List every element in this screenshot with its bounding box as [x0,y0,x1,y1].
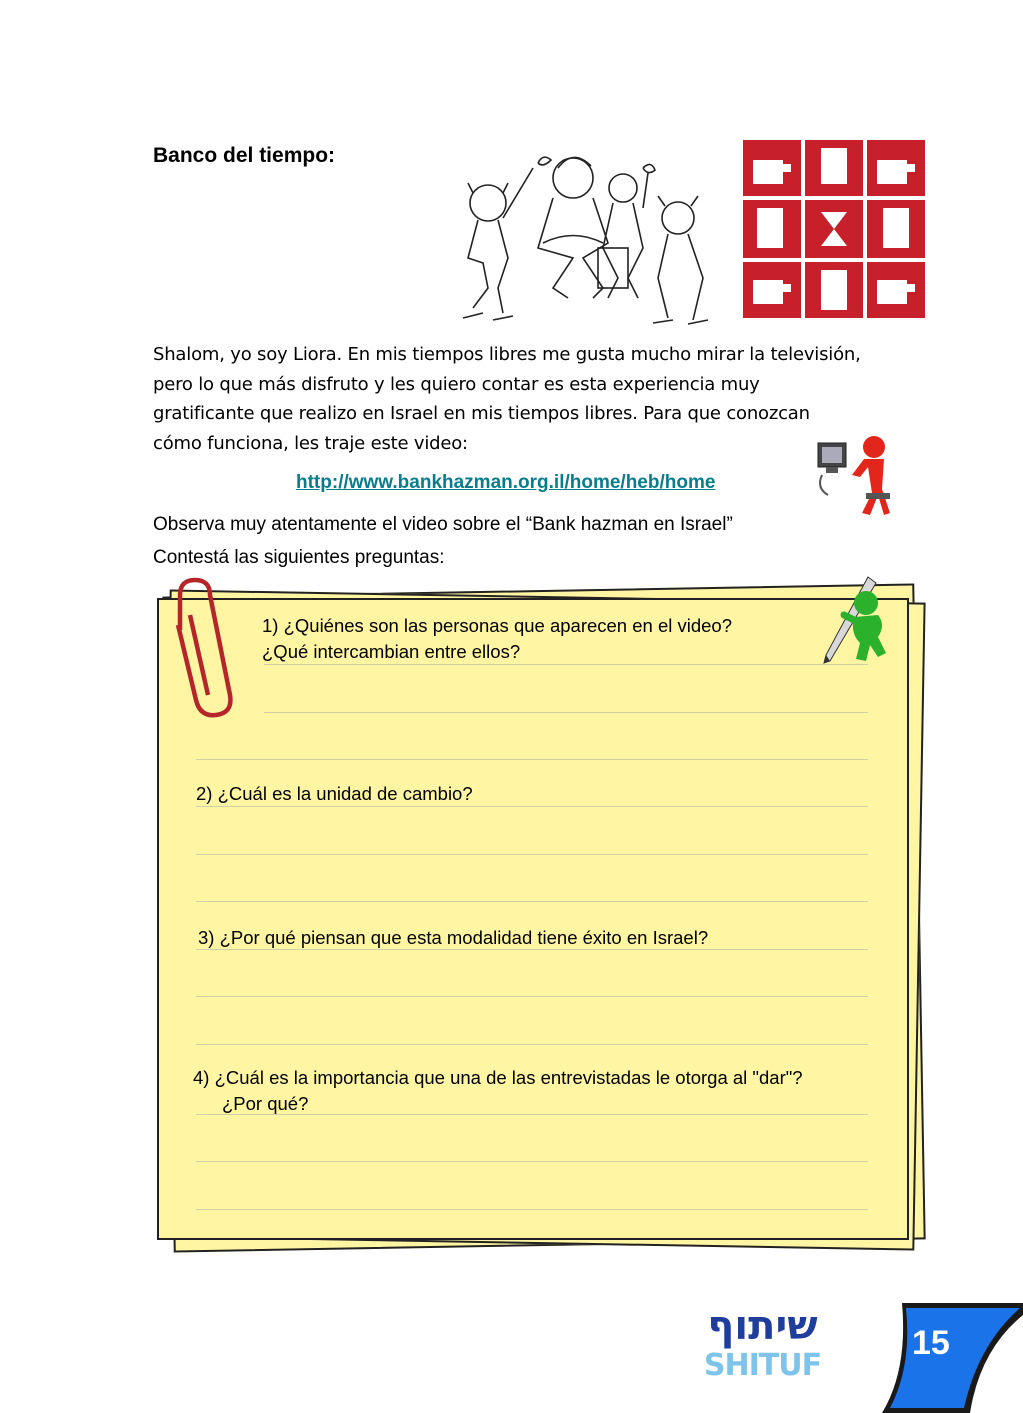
question-3 [198,925,708,951]
intro-line: gratificante que realizo en Israel en mis tiempos libres. Para que conozcan [153,403,810,424]
page-title: Banco del tiempo: [153,144,336,167]
question-text: ¿Por qué? [222,1093,309,1114]
observe-instruction: Observa muy atentamente el video sobre el “Bank hazman en Israel” [153,514,733,535]
intro-line: cómo funciona, les traje este video: [153,432,468,454]
question-text: ¿Cuál es la unidad de cambio? [217,783,473,804]
question-4 [193,1065,803,1117]
shituf-logo [700,1304,825,1394]
computer-user-icon [812,433,892,523]
question-number: 1) [262,615,279,636]
intro-line: Shalom, yo soy Liora. En mis tiempos libres me gusta mucho mirar la televisión, [153,344,861,365]
question-2 [196,781,473,807]
answer-line[interactable] [196,854,868,855]
answer-line[interactable] [264,712,868,713]
answer-line[interactable] [196,1044,868,1045]
question-number: 3) [198,927,215,948]
answer-line[interactable] [196,1161,868,1162]
question-1 [262,613,732,665]
question-text: ¿Quiénes son las personas que aparecen en el video? [283,615,733,636]
answer-line[interactable] [196,901,868,902]
intro-line: pero lo que más disfruto y les quiero contar es esta experiencia muy [153,373,760,395]
question-text: ¿Por qué piensan que esta modalidad tiene éxito en Israel? [219,927,709,948]
answer-instruction: Contestá las siguientes preguntas: [153,547,445,568]
video-link[interactable]: http://www.bankhazman.org.il/home/heb/home [296,472,716,493]
intro-paragraph [153,340,923,458]
question-text: ¿Cuál es la importancia que una de las entrevistadas le otorga al "dar"? [214,1067,803,1088]
question-number: 4) [193,1067,210,1088]
note-front-sheet [157,598,909,1240]
question-number: 2) [196,783,213,804]
answer-line[interactable] [196,1209,868,1210]
logo-latin: SHITUF [703,1348,822,1383]
answer-line[interactable] [196,806,868,807]
answer-line[interactable] [196,1114,868,1115]
answer-line[interactable] [196,759,868,760]
answer-line[interactable] [196,996,868,997]
pencil-figure-icon [820,573,892,665]
hands-logo [743,140,925,318]
logo-hebrew: שיתוף [707,1303,818,1349]
answer-line[interactable] [196,949,868,950]
answer-line[interactable] [264,664,868,665]
question-text: ¿Qué intercambian entre ellos? [262,641,521,662]
page-number: 15 [912,1324,950,1362]
children-illustration [443,148,718,328]
paper-clip-icon [168,575,248,720]
